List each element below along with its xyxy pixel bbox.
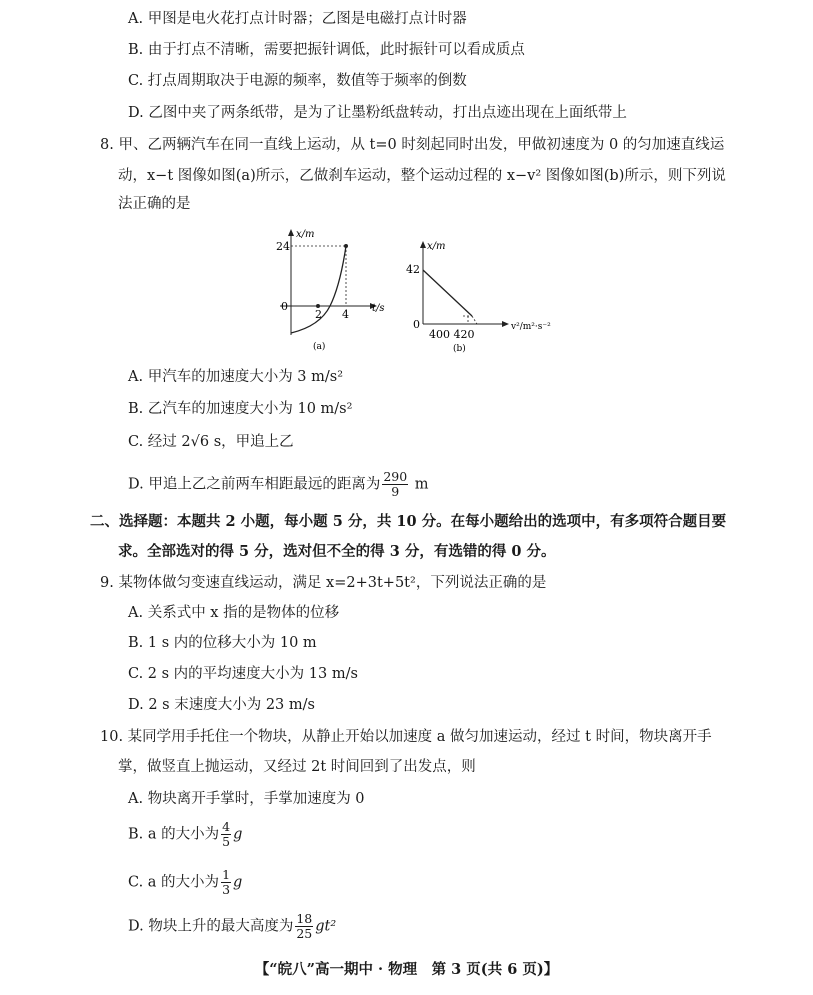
fig-a-caption: (a) (313, 342, 326, 352)
fig-b-ytick-42: 42 (406, 263, 420, 276)
q10-option-d (128, 912, 336, 941)
q10-option-d-fraction (295, 912, 313, 941)
section2-line1: 二、选择题：本题共 2 小题，每小题 5 分，共 10 分。在每小题给出的选项中，有多项符合题目要 (90, 513, 727, 530)
figure-a-xt-graph (275, 225, 390, 355)
q9-stem: 9. 某物体做匀变速直线运动，满足 x=2+3t+5t²，下列说法正确的是 (100, 575, 547, 591)
q8-option-d-denominator: 9 (391, 484, 400, 499)
q10-option-b-g: g (233, 826, 243, 843)
q10-option-c-g: g (233, 874, 243, 891)
q7-option-d: D. 乙图中夹了两条纸带，是为了让墨粉纸盘转动，打出点迹出现在上面纸带上 (128, 105, 627, 121)
fig-b-ylabel: x/m (427, 241, 446, 252)
fig-b-xlabel: v²/m²·s⁻² (511, 322, 551, 332)
q10-option-c-text: C. a 的大小为 (128, 874, 220, 891)
q8-option-a: A. 甲汽车的加速度大小为 3 m/s² (128, 369, 344, 385)
q10-option-b-denominator: 5 (222, 834, 231, 849)
q10-stem-line2: 掌，做竖直上抛运动，又经过 2t 时间回到了出发点，则 (118, 759, 476, 775)
q7-option-b: B. 由于打点不清晰，需要把振针调低，此时振针可以看成质点 (128, 42, 525, 58)
fig-a-xtick-2: 2 (315, 308, 322, 321)
q10-option-d-text: D. 物块上升的最大高度为 (128, 918, 294, 935)
section2-line2: 求。全部选对的得 5 分，选对但不全的得 3 分，有选错的得 0 分。 (118, 543, 556, 560)
q9-option-c: C. 2 s 内的平均速度大小为 13 m/s (128, 666, 358, 682)
fig-b-line (423, 270, 472, 316)
fig-b-origin: 0 (413, 318, 420, 331)
q10-option-b-fraction (221, 820, 231, 849)
q9-option-b: B. 1 s 内的位移大小为 10 m (128, 635, 317, 651)
page-footer: 【“皖八”高一期中 · 物理 第 3 页(共 6 页)】 (254, 961, 559, 978)
fig-a-xtick-4: 4 (342, 308, 349, 321)
fig-b-xticks: 400 420 (429, 328, 475, 341)
fig-a-ytick-24: 24 (276, 240, 290, 253)
q10-option-b (128, 820, 242, 849)
q10-option-d-gt2: gt² (315, 918, 337, 935)
q8-option-d (128, 470, 429, 499)
q8-option-d-text: D. 甲追上乙之前两车相距最远的距离为 (128, 476, 381, 493)
q10-option-a: A. 物块离开手掌时，手掌加速度为 0 (128, 791, 365, 807)
q8-stem-line3: 法正确的是 (118, 196, 191, 212)
q10-option-c-numerator: 1 (222, 867, 231, 882)
q10-option-c-fraction (221, 868, 231, 897)
fig-b-caption: (b) (453, 344, 466, 354)
q7-option-a: A. 甲图是电火花打点计时器；乙图是电磁打点计时器 (128, 11, 467, 27)
q8-option-c: C. 经过 2√6 s，甲追上乙 (128, 434, 294, 450)
q8-stem-line2: 动，x−t 图像如图(a)所示，乙做刹车运动，整个运动过程的 x−v² 图像如图(b)所示，则下列说 (118, 168, 726, 184)
q10-option-c-denominator: 3 (222, 882, 231, 897)
q9-option-d: D. 2 s 末速度大小为 23 m/s (128, 697, 315, 713)
q7-option-c: C. 打点周期取决于电源的频率，数值等于频率的倒数 (128, 73, 467, 89)
q8-option-d-fraction (382, 470, 408, 499)
fig-a-parabola (291, 246, 346, 333)
q10-option-b-text: B. a 的大小为 (128, 826, 220, 843)
q10-option-d-denominator: 25 (296, 926, 313, 941)
fig-a-xlabel: t/s (372, 303, 385, 314)
q9-option-a: A. 关系式中 x 指的是物体的位移 (128, 605, 340, 621)
fig-a-ylabel: x/m (296, 229, 315, 240)
q10-option-b-numerator: 4 (222, 819, 231, 834)
q8-stem-line1: 8. 甲、乙两辆汽车在同一直线上运动，从 t=0 时刻起同时出发，甲做初速度为 0 的匀加速直线运 (100, 137, 725, 153)
q10-stem-line1: 10. 某同学用手托住一个物块，从静止开始以加速度 a 做匀加速运动，经过 t 时间，物块离开手 (100, 729, 712, 745)
q10-option-d-numerator: 18 (296, 911, 313, 926)
q8-option-d-unit: m (414, 476, 429, 493)
q8-option-b: B. 乙汽车的加速度大小为 10 m/s² (128, 401, 353, 417)
q10-option-c (128, 868, 242, 897)
q8-option-d-numerator: 290 (383, 469, 408, 484)
fig-a-origin: 0 (281, 300, 288, 313)
figure-b-xv2-graph (405, 237, 575, 355)
